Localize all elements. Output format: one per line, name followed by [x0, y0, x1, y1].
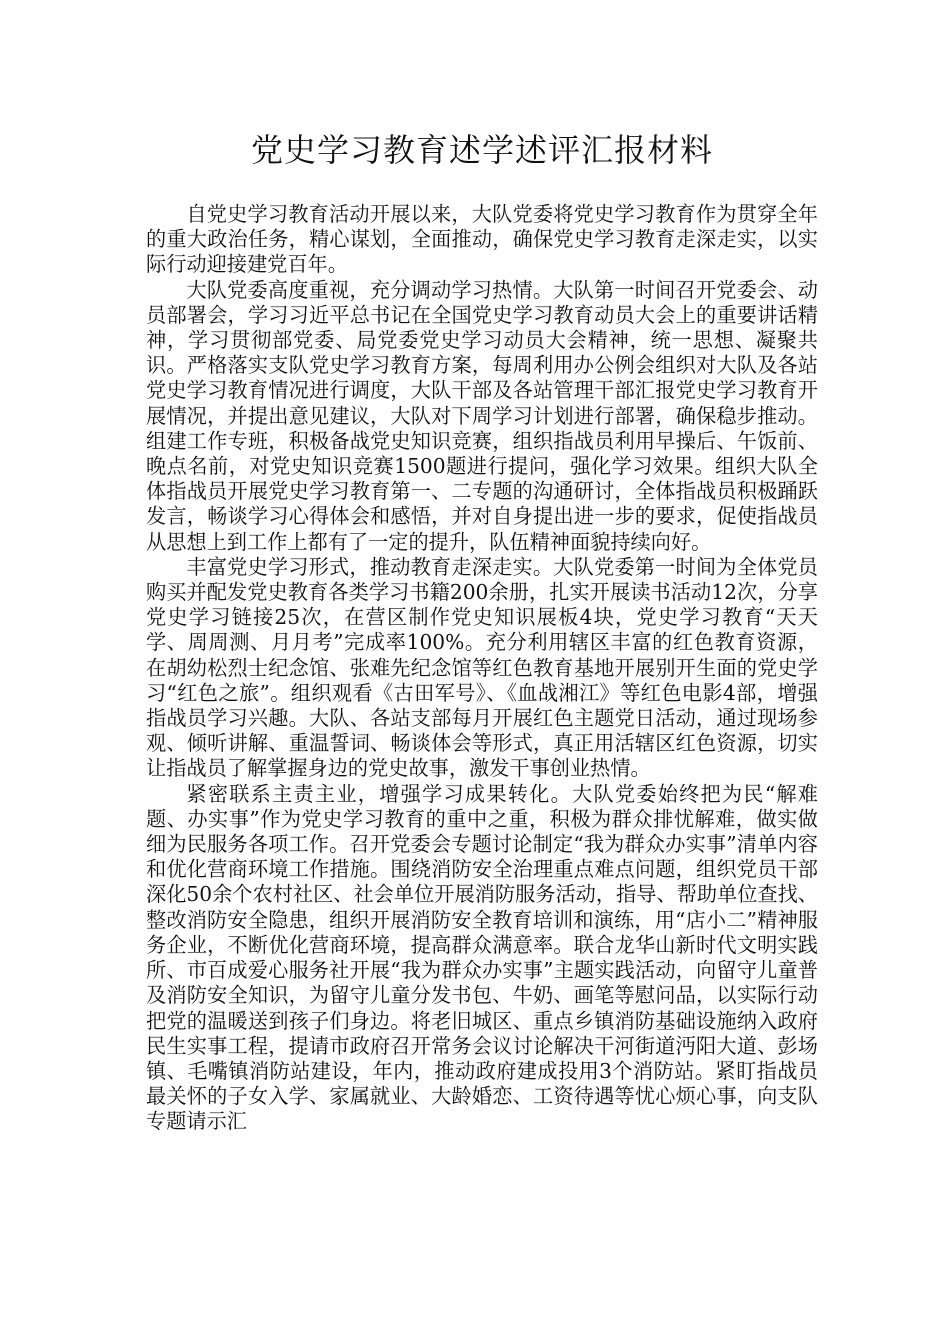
- paragraph-learning-forms: 丰富党史学习形式，推动教育走深走实。大队党委第一时间为全体党员购买并配发党史教育各类学习书籍200余册，扎实开展读书活动12次，分享党史学习链接25次，在营区制作党史知识展板4块，党史学习教育“天天学、周周测、月月考”完成率100%。充分利用辖区丰富的红色教育资源，在胡幼松烈士纪念馆、张难先纪念馆等红色教育基地开展别开生面的党史学习“红色之旅”。组织观看《古田军号》、《血战湘江》等红色电影4部，增强指战员学习兴趣。大队、各站支部每月开展红色主题党日活动，通过现场参观、倾听讲解、重温誓词、畅谈体会等形式，真正用活辖区红色资源，切实让指战员了解掌握身边的党史故事，激发干事创业热情。: [146, 554, 818, 781]
- document-title: 党史学习教育述学述评汇报材料: [250, 131, 713, 169]
- paragraph-attention: 大队党委高度重视，充分调动学习热情。大队第一时间召开党委会、动员部署会，学习习近平总书记在全国党史学习教育动员大会上的重要讲话精神，学习贯彻部党委、局党委党史学习动员大会精神，统一思想、凝聚共识。严格落实支队党史学习教育方案，每周利用办公例会组织对大队及各站党史学习教育情况进行调度，大队干部及各站管理干部汇报党史学习教育开展情况，并提出意见建议，大队对下周学习计划进行部署，确保稳步推动。组建工作专班，积极备战党史知识竞赛，组织指战员利用早操后、午饭前、晚点名前，对党史知识竞赛1500题进行提问，强化学习效果。组织大队全体指战员开展党史学习教育第一、二专题的沟通研讨，全体指战员积极踊跃发言，畅谈学习心得体会和感悟，并对自身提出进一步的要求，促使指战员从思想上到工作上都有了一定的提升，队伍精神面貌持续向好。: [146, 277, 818, 554]
- document-page: [146, 128, 818, 1135]
- paragraph-results: 紧密联系主责主业，增强学习成果转化。大队党委始终把为民“解难题、办实事”作为党史学习教育的重中之重，积极为群众排忧解难，做实做细为民服务各项工作。召开党委会专题讨论制定“我为群众办实事”清单内容和优化营商环境工作措施。围绕消防安全治理重点难点问题，组织党员干部深化50余个农村社区、社会单位开展消防服务活动，指导、帮助单位查找、整改消防安全隐患，组织开展消防安全教育培训和演练，用“店小二”精神服务企业，不断优化营商环境，提高群众满意率。联合龙华山新时代文明实践所、市百成爱心服务社开展“我为群众办实事”主题实践活动，向留守儿童普及消防安全知识，为留守儿童分发书包、牛奶、画笔等慰问品，以实际行动把党的温暖送到孩子们身边。将老旧城区、重点乡镇消防基础设施纳入政府民生实事工程，提请市政府召开常务会议讨论解决干河街道沔阳大道、彭场镇、毛嘴镇消防站建设，年内，推动政府建成投用3个消防站。紧盯指战员最关怀的子女入学、家属就业、大龄婚恋、工资待遇等忧心烦心事，向支队专题请示汇: [146, 781, 818, 1134]
- paragraph-intro: 自党史学习教育活动开展以来，大队党委将党史学习教育作为贯穿全年的重大政治任务，精心谋划，全面推动，确保党史学习教育走深走实，以实际行动迎接建党百年。: [146, 202, 818, 277]
